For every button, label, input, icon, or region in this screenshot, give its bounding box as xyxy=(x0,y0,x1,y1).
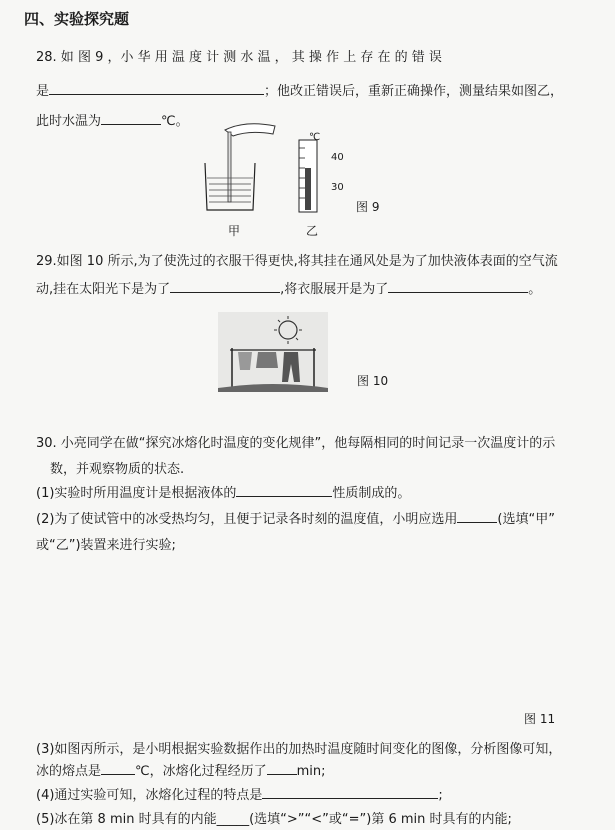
q30-part1 xyxy=(36,482,410,501)
q30-part2-suffix: (选填“甲” xyxy=(497,512,555,527)
q29-line2-suffix: 。 xyxy=(528,282,542,297)
q28-line3-suffix: ℃。 xyxy=(161,114,189,129)
q28-answer-blank-1[interactable] xyxy=(49,80,264,95)
q28-line1: 28. 如 图 9 ，小 华 用 温 度 计 测 水 温 ， 其 操 作 上 存 在 的 错 误 xyxy=(36,50,442,65)
q30-part1-blank[interactable] xyxy=(236,482,332,497)
q29-line1: 29.如图 10 所示,为了使洗过的衣服干得更快,将其挂在通风处是为了加快液体表面的空气流 xyxy=(36,254,558,269)
q30-part3-suffix: min; xyxy=(296,764,326,779)
q30-part4 xyxy=(36,784,443,803)
q29-line2-prefix: 动,挂在太阳光下是为了 xyxy=(36,282,171,297)
figure-9-caption: 图 9 xyxy=(356,200,380,214)
q30-part1-suffix: 性质制成的。 xyxy=(332,486,411,501)
thermometer-jia xyxy=(228,132,231,202)
q29-line2 xyxy=(36,278,541,297)
mercury-column xyxy=(305,168,311,210)
figure-10 xyxy=(218,312,328,392)
q28-line2-suffix: ；他改正错误后，重新正确操作，测量结果如图乙， xyxy=(264,84,564,99)
q28-answer-blank-2[interactable] xyxy=(101,110,161,125)
q30-part2-line2: 或“乙”)装置来进行实验; xyxy=(36,538,176,553)
q30-melting-point-blank[interactable] xyxy=(101,760,135,775)
q30-part3-line2 xyxy=(36,760,326,779)
q30-part4-blank[interactable] xyxy=(262,784,438,799)
q30-part3-mid: ℃，冰熔化过程经历了 xyxy=(135,764,267,779)
q29-answer-blank-1[interactable] xyxy=(170,278,280,293)
figure-10-caption: 图 10 xyxy=(357,374,389,388)
q30-part5: (5)冰在第 8 min 时具有的内能_____(选填“>”“<”或“=”)第 6 min 时具有的内能; xyxy=(36,812,512,827)
q30-part3-prefix: 冰的熔点是 xyxy=(36,764,102,779)
q30-part4-prefix: (4)通过实验可知，冰熔化过程的特点是 xyxy=(36,788,263,803)
q30-line1: 30. 小亮同学在做“探究冰熔化时温度的变化规律”，他每隔相同的时间记录一次温度计的示 xyxy=(36,436,556,451)
q30-part3-line1: (3)如图丙所示，是小明根据实验数据作出的加热时温度随时间变化的图像，分析图像可知， xyxy=(36,742,562,757)
q29-line2-mid: ,将衣服展开是为了 xyxy=(280,282,389,297)
hanging-cloth-1 xyxy=(238,352,252,370)
q28-line2-prefix: 是 xyxy=(36,84,50,99)
section-title: 四、实验探究题 xyxy=(24,10,130,28)
figure-11-caption: 图 11 xyxy=(524,712,556,726)
q30-part2-blank[interactable] xyxy=(457,508,497,523)
q28-line3-prefix: 此时水温为 xyxy=(36,114,102,129)
label-yi: 乙 xyxy=(306,224,319,238)
hand-icon xyxy=(225,124,275,136)
q30-part1-prefix: (1)实验时所用温度计是根据液体的 xyxy=(36,486,237,501)
q29-answer-blank-2[interactable] xyxy=(388,278,528,293)
q30-part2-prefix: (2)为了使试管中的冰受热均匀，且便于记录各时刻的温度值，小明应选用 xyxy=(36,512,458,527)
q28-line2 xyxy=(36,80,563,99)
q30-part2 xyxy=(36,508,555,527)
q30-melting-duration-blank[interactable] xyxy=(267,760,297,775)
thermometer-label-40: 40 xyxy=(331,152,344,163)
q30-part4-suffix: ; xyxy=(438,788,443,803)
label-jia: 甲 xyxy=(228,224,241,238)
q30-line2: 数，并观察物质的状态. xyxy=(50,462,185,477)
thermometer-unit: ℃ xyxy=(309,132,321,143)
thermometer-label-30: 30 xyxy=(331,182,344,193)
q28-line3 xyxy=(36,110,189,129)
hanging-shirt xyxy=(256,352,278,368)
